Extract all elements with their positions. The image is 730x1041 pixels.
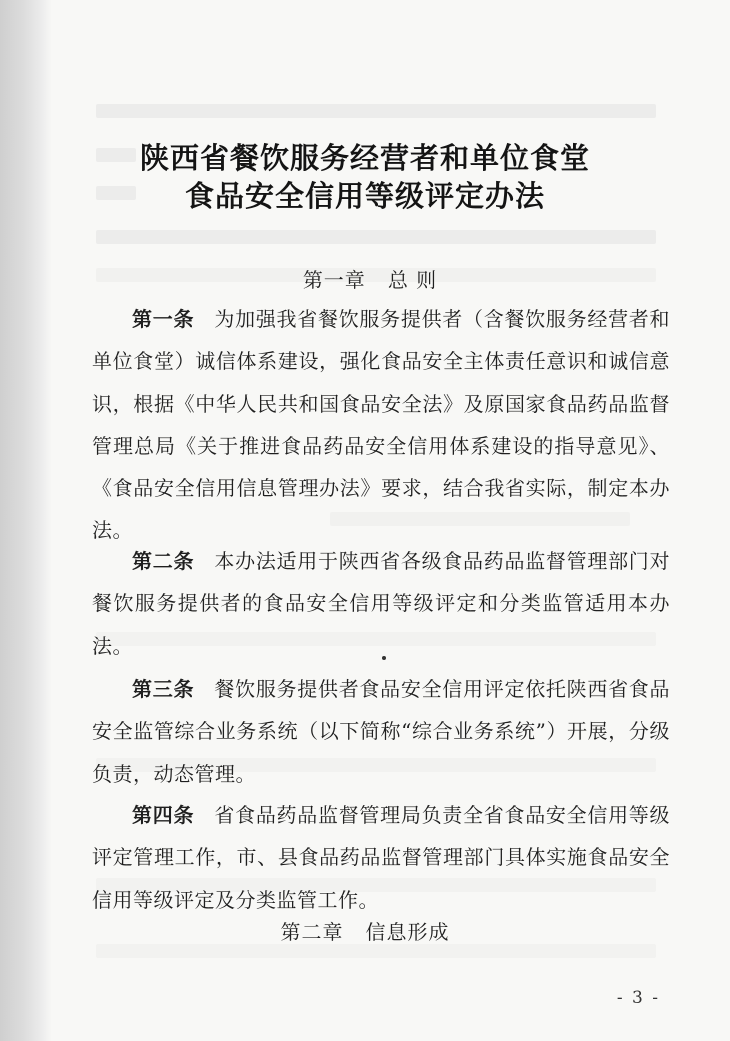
chapter-name: 信息形成 [365, 920, 450, 944]
article-label: 第四条 [132, 803, 195, 827]
article-2 [92, 540, 670, 667]
show-through-mark [96, 944, 656, 958]
document-title-line2: 食品安全信用等级评定办法 [184, 179, 545, 213]
show-through-mark [96, 104, 656, 118]
article-text: 为加强我省餐饮服务提供者（含餐饮服务经营者和单位食堂）诚信体系建设，强化食品安全主体责任意识和诚信意识，根据《中华人民共和国食品安全法》及原国家食品药品监督管理总局《关于推进食品药品安全信用体系建设的指导意见》、《食品安全信用信息管理办法》要求，结合我省实际，制定本办法。 [92, 307, 671, 543]
stray-mark [382, 656, 386, 660]
document-title-line1: 陕西省餐饮服务经营者和单位食堂 [139, 141, 590, 175]
article-text: 餐饮服务提供者食品安全信用评定依托陕西省食品安全监管综合业务系统（以下简称“综合业务系统”）开展，分级负责，动态管理。 [92, 677, 671, 786]
page-number: - 3 - [616, 988, 660, 1008]
article-4 [92, 794, 670, 921]
article-label: 第三条 [132, 677, 195, 701]
chapter-heading-1 [0, 264, 730, 293]
chapter-heading-2 [0, 916, 730, 945]
article-3 [92, 668, 670, 795]
article-text: 省食品药品监督管理局负责全省食品安全信用等级评定管理工作，市、县食品药品监督管理部门具体实施食品安全信用等级评定及分类监管工作。 [92, 803, 671, 912]
show-through-mark [96, 230, 656, 244]
article-label: 第一条 [132, 307, 195, 331]
chapter-number: 第二章 [280, 920, 344, 944]
chapter-number: 第一章 [302, 268, 366, 292]
article-1 [92, 298, 670, 552]
article-text: 本办法适用于陕西省各级食品药品监督管理部门对餐饮服务提供者的食品安全信用等级评定和分类监管适用本办法。 [92, 549, 671, 658]
article-label: 第二条 [132, 549, 195, 573]
chapter-name: 总 则 [387, 268, 438, 292]
